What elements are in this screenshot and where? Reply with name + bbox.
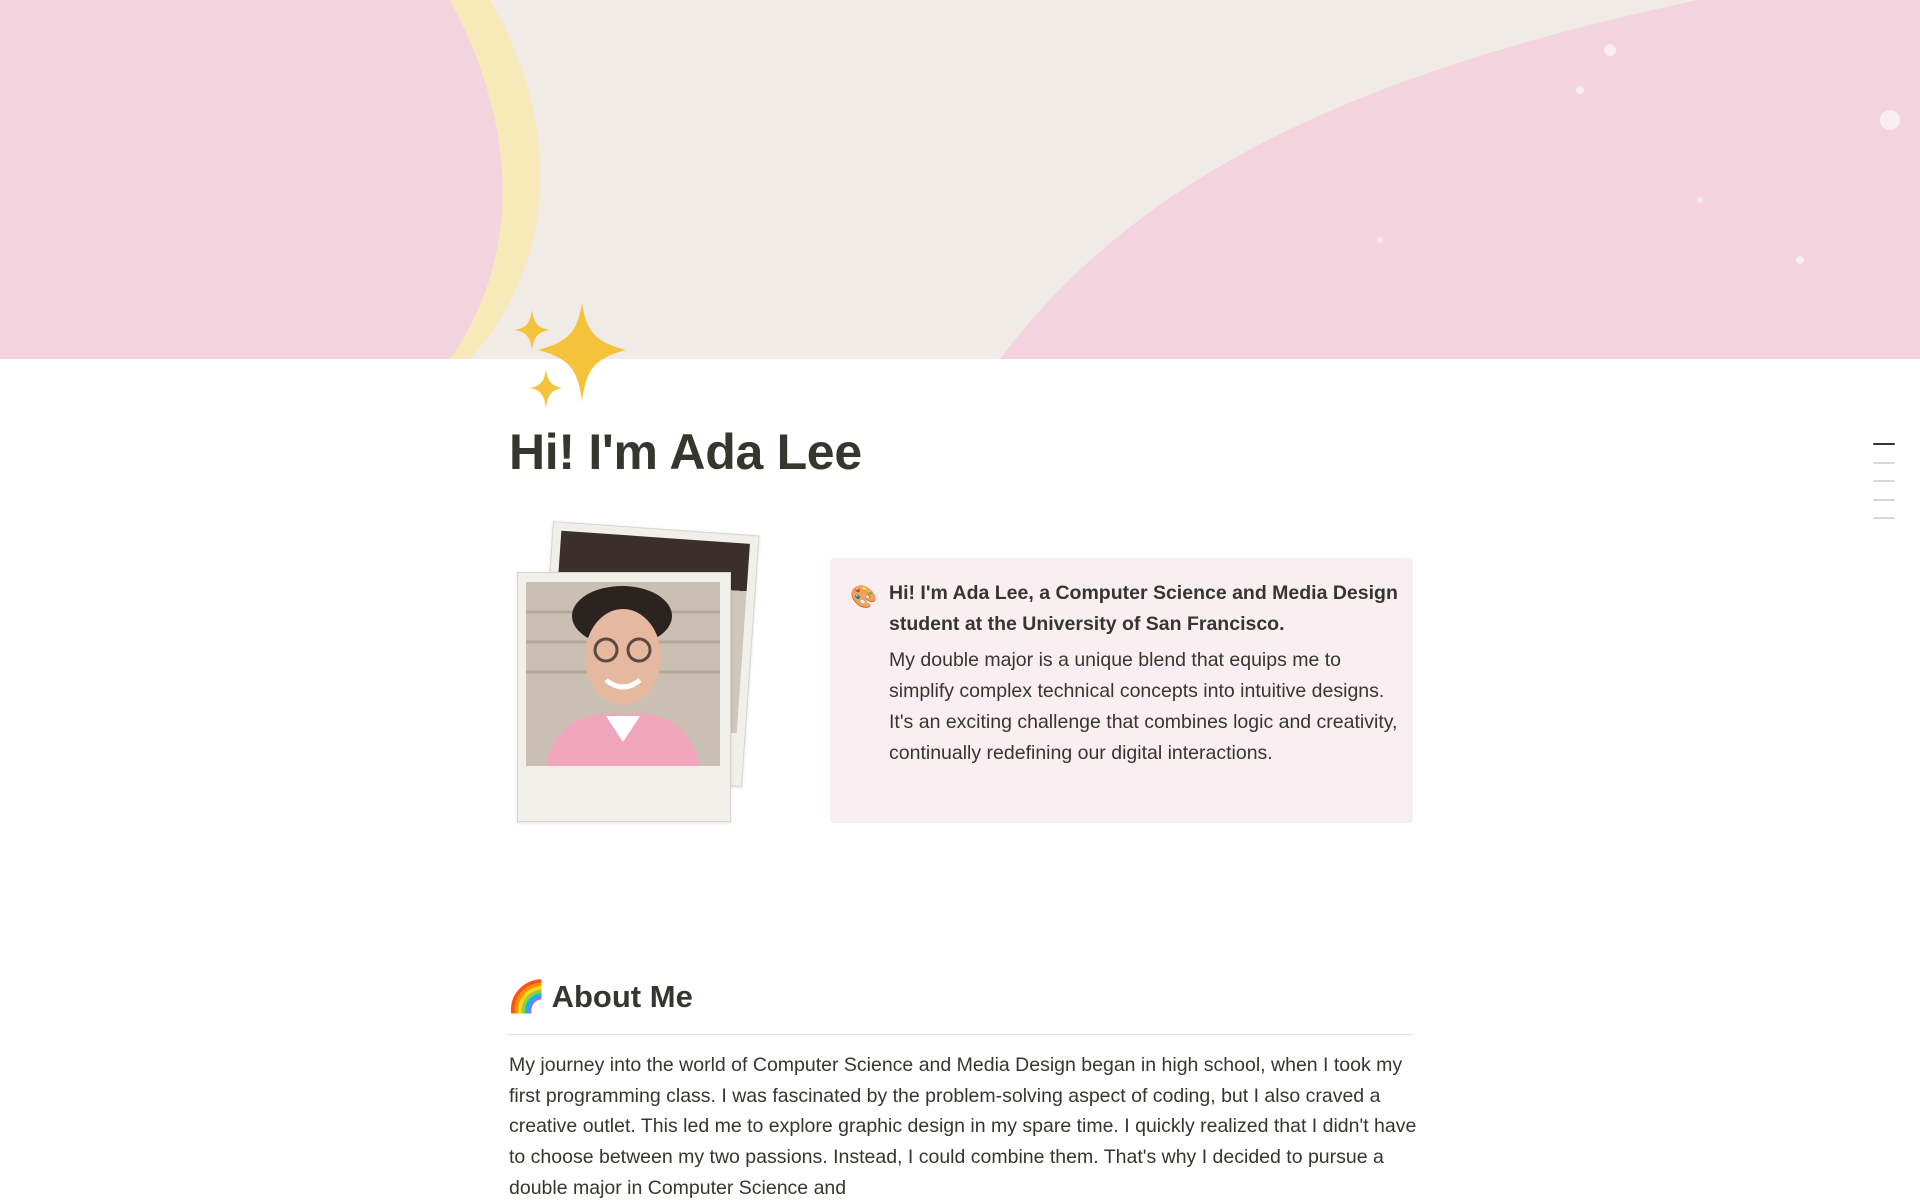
polaroid-front (517, 572, 731, 822)
toc-item[interactable] (1873, 517, 1895, 519)
rainbow-icon: 🌈 (507, 979, 546, 1014)
polaroid-photos (514, 524, 774, 824)
toc-item[interactable] (1873, 462, 1895, 464)
table-of-contents-minimap[interactable] (1873, 443, 1895, 536)
page-title: Hi! I'm Ada Lee (509, 424, 862, 480)
toc-item[interactable] (1873, 499, 1895, 501)
sparkles-icon[interactable] (510, 302, 628, 414)
about-me-heading (507, 978, 693, 1015)
about-me-paragraph: My journey into the world of Computer Science and Media Design began in high school, when I took my first programming class. I was fascinated by the problem-solving aspect of coding, but I also craved a creative outlet. This led me to explore graphic design in my spare time. I quickly realized that I didn't have to choose between my two passions. Instead, I could combine them. That's why I decided to pursue a double major in Computer Science and (509, 1054, 1417, 1199)
toc-item[interactable] (1873, 480, 1895, 482)
callout-body: My double major is a unique blend that equips me to simplify complex technical concepts into intuitive designs. It's an exciting challenge that combines logic and creativity, continually redefining our digital interactions. (889, 649, 1398, 764)
toc-item[interactable] (1873, 443, 1895, 445)
artist-palette-icon: 🎨 (850, 584, 878, 609)
heading-divider (507, 1034, 1413, 1035)
about-me-heading-text: About Me (551, 978, 693, 1014)
callout-heading: Hi! I'm Ada Lee, a Computer Science and Media Design student at the University of San Francisco. (889, 582, 1398, 635)
cover-image (0, 0, 1920, 359)
intro-callout (830, 558, 1413, 823)
portrait-photo (526, 582, 720, 766)
callout-text (889, 578, 1399, 768)
